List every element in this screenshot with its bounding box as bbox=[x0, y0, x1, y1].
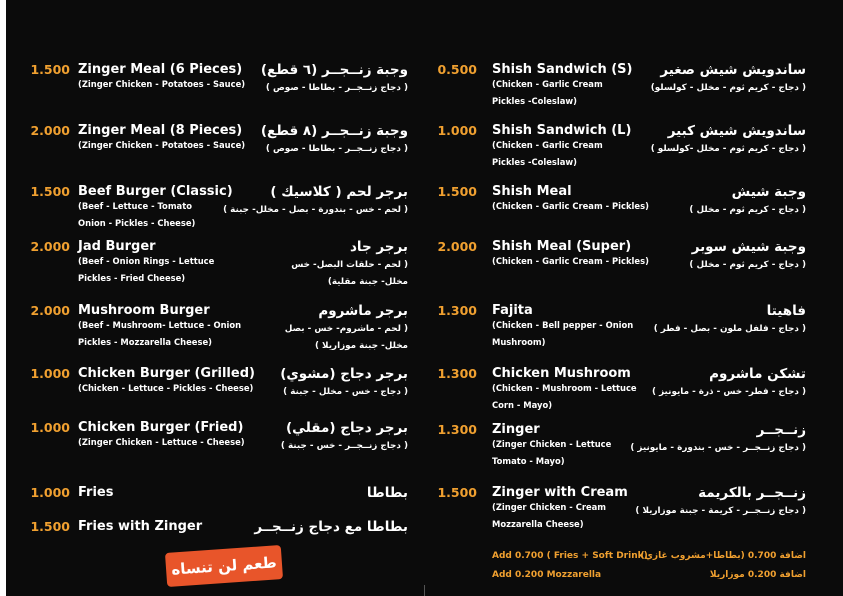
item-name-en: Fries bbox=[78, 485, 114, 500]
description-line-en: (Zinger Chicken - Potatoes - Sauce) bbox=[78, 140, 246, 150]
item-price: 1.500 bbox=[30, 184, 70, 199]
item-price: 2.000 bbox=[30, 123, 70, 138]
item-name-en: Jad Burger bbox=[78, 239, 156, 254]
item-name-en: Shish Sandwich (S) bbox=[492, 62, 633, 77]
description-line-en: (Zinger Chicken - Potatoes - Sauce) bbox=[78, 79, 246, 89]
description-line-ar: ( دجاج - فلفل ملون - بصل - فطر ) bbox=[653, 324, 806, 334]
description-line-en: (Beef - Onion Rings - Lettuce bbox=[78, 256, 215, 266]
item-name-en: Shish Sandwich (L) bbox=[492, 123, 632, 138]
item-description-ar bbox=[689, 202, 806, 219]
description-line-ar: ( دجاج زنــجــر - بطاطا - صوص ) bbox=[265, 144, 408, 154]
description-line-en: (Beef - Lettuce - Tomato bbox=[78, 201, 192, 211]
item-description-ar bbox=[652, 384, 806, 401]
item-description-ar bbox=[223, 202, 408, 219]
item-description-ar bbox=[266, 80, 408, 97]
item-name-en: Chicken Burger (Fried) bbox=[78, 420, 244, 435]
item-name-ar: وجبة زنــجــر (٨ قطع) bbox=[260, 123, 408, 139]
description-line-en: (Zinger Chicken - Lettuce - Cheese) bbox=[78, 437, 245, 447]
item-price: 2.000 bbox=[437, 239, 477, 254]
description-line-ar: ( دجاج - كريم ثوم - مخلل ) bbox=[689, 260, 806, 270]
item-description-ar bbox=[291, 257, 408, 291]
item-description-ar bbox=[651, 141, 806, 158]
description-line-en: Corn - Mayo) bbox=[492, 400, 553, 410]
description-line-ar: مخلل- جبنة مقلية) bbox=[327, 277, 408, 287]
item-name-ar: برجر دجاج (مشوي) bbox=[280, 366, 408, 382]
description-line-en: Mushroom) bbox=[492, 337, 546, 347]
item-description-ar bbox=[651, 80, 806, 97]
item-name-ar: ساندويش شيش صغير bbox=[660, 62, 806, 78]
item-price: 1.500 bbox=[437, 485, 477, 500]
item-description-ar bbox=[283, 384, 408, 401]
description-line-en: (Chicken - Garlic Cream bbox=[492, 140, 603, 150]
item-description-en bbox=[492, 253, 649, 270]
item-name-en: Shish Meal bbox=[492, 184, 572, 199]
description-line-ar: ( دجاج - فطر- خس - ذرة - مايونيز ) bbox=[652, 387, 806, 397]
description-line-en: Pickles - Mozzarella Cheese) bbox=[78, 337, 212, 347]
description-line-en: (Chicken - Garlic Cream - Pickles) bbox=[492, 201, 649, 211]
item-name-ar: بطاطا bbox=[366, 485, 408, 501]
description-line-en: Pickles -Coleslaw) bbox=[492, 157, 577, 167]
item-description-en bbox=[492, 137, 603, 171]
item-price: 1.000 bbox=[30, 420, 70, 435]
slogan-logo bbox=[165, 545, 283, 587]
item-description-ar bbox=[630, 440, 806, 457]
item-price: 1.500 bbox=[30, 519, 70, 534]
item-description-en bbox=[78, 253, 214, 287]
item-name-en: Zinger bbox=[492, 422, 540, 437]
item-name-en: Chicken Mushroom bbox=[492, 366, 631, 381]
item-name-ar: برجر جاد bbox=[349, 239, 408, 255]
item-name-ar: زنــجــر bbox=[756, 422, 806, 438]
item-name-ar: بطاطا مع دجاج زنــجــر bbox=[254, 519, 408, 535]
description-line-ar: ( دجاج زنــجــر - بطاطا - صوص ) bbox=[265, 83, 408, 93]
item-description-ar bbox=[654, 321, 806, 338]
item-name-en: Shish Meal (Super) bbox=[492, 239, 632, 254]
description-line-en: (Chicken - Lettuce - Pickles - Cheese) bbox=[78, 383, 254, 393]
description-line-en: (Beef - Mushroom- Lettuce - Onion bbox=[78, 320, 242, 330]
extra-mozzarella-ar: اضافة 0.200 موزاريلا bbox=[709, 570, 806, 580]
description-line-ar: ( دجاج زنــجــر - كريمة - جبنة موزاريلا ) bbox=[635, 506, 806, 516]
description-line-en: (Chicken - Garlic Cream bbox=[492, 79, 603, 89]
description-line-en: Onion - Pickles - Cheese) bbox=[78, 218, 196, 228]
description-line-ar: ( دجاج - كريم ثوم - مخلل -كولسلو ) bbox=[650, 144, 806, 154]
item-description-en bbox=[78, 76, 245, 93]
item-description-ar bbox=[635, 503, 806, 520]
item-description-ar bbox=[689, 257, 806, 274]
item-name-en: Zinger Meal (6 Pieces) bbox=[78, 62, 243, 77]
description-line-en: (Zinger Chicken - Cream bbox=[492, 502, 607, 512]
description-line-en: (Chicken - Bell pepper - Onion bbox=[492, 320, 634, 330]
item-description-en bbox=[78, 434, 245, 451]
item-description-en bbox=[78, 198, 195, 232]
extra-drink-ar: اضافة 0.700 (بطاطا+مشروب غازي) bbox=[640, 551, 806, 561]
description-line-ar: ( لحم - ماشروم- خس - بصل bbox=[284, 324, 408, 334]
item-description-en bbox=[78, 137, 245, 154]
item-description-en bbox=[492, 317, 633, 351]
menu-board bbox=[6, 0, 843, 596]
description-line-en: Pickles - Fried Cheese) bbox=[78, 273, 186, 283]
item-price: 1.300 bbox=[437, 366, 477, 381]
item-description-ar bbox=[266, 141, 408, 158]
item-description-en bbox=[492, 380, 637, 414]
description-line-en: (Chicken - Garlic Cream - Pickles) bbox=[492, 256, 649, 266]
item-price: 2.000 bbox=[30, 239, 70, 254]
description-line-en: (Zinger Chicken - Lettuce bbox=[492, 439, 612, 449]
column-divider bbox=[424, 585, 425, 596]
description-line-en: Mozzarella Cheese) bbox=[492, 519, 584, 529]
slogan-text: طعم لن تنساه bbox=[170, 553, 278, 579]
description-line-ar: ( لحم - حلقات البصل- خس bbox=[291, 260, 408, 270]
item-price: 1.300 bbox=[437, 303, 477, 318]
item-name-ar: برجر دجاج (مقلي) bbox=[285, 420, 408, 436]
item-price: 1.000 bbox=[437, 123, 477, 138]
description-line-ar: ( دجاج - كريم ثوم - مخلل ) bbox=[689, 205, 806, 215]
item-name-en: Fries with Zinger bbox=[78, 519, 203, 534]
description-line-ar: ( لحم - خس - بندورة - بصل - مخلل- جبنة ) bbox=[223, 205, 408, 215]
item-name-en: Mushroom Burger bbox=[78, 303, 210, 318]
description-line-en: Pickles -Coleslaw) bbox=[492, 96, 577, 106]
item-description-en bbox=[492, 76, 603, 110]
description-line-ar: ( دجاج - كريم ثوم - مخلل - كولسلو) bbox=[650, 83, 806, 93]
item-name-ar: برجر ماشروم bbox=[318, 303, 408, 319]
description-line-ar: ( دجاج - خس - مخلل - جبنة ) bbox=[283, 387, 408, 397]
item-description-en bbox=[492, 198, 649, 215]
item-price: 1.000 bbox=[30, 366, 70, 381]
description-line-ar: ( دجاج زنــجــر - خس - بندورة - مايونيز ) bbox=[630, 443, 806, 453]
item-name-ar: زنــجــر بالكريمة bbox=[698, 485, 806, 501]
item-name-ar: ساندويش شيش كبير bbox=[667, 123, 806, 139]
description-line-ar: مخلل- جبنة موزاريلا ) bbox=[314, 341, 408, 351]
description-line-en: Tomato - Mayo) bbox=[492, 456, 565, 466]
item-name-ar: فاهيتا bbox=[766, 303, 806, 319]
description-line-ar: ( دجاج زنــجــر - خس - جبنة ) bbox=[280, 441, 408, 451]
item-description-en bbox=[492, 436, 611, 470]
item-name-ar: تشكن ماشروم bbox=[709, 366, 806, 382]
item-name-ar: وجبة زنــجــر (٦ قطع) bbox=[260, 62, 408, 78]
item-description-en bbox=[78, 380, 253, 397]
item-name-en: Chicken Burger (Grilled) bbox=[78, 366, 255, 381]
item-description-ar bbox=[281, 438, 408, 455]
item-description-ar bbox=[285, 321, 408, 355]
item-price: 0.500 bbox=[437, 62, 477, 77]
item-price: 1.500 bbox=[30, 62, 70, 77]
item-name-en: Beef Burger (Classic) bbox=[78, 184, 233, 199]
description-line-en: (Chicken - Mushroom - Lettuce bbox=[492, 383, 637, 393]
item-name-ar: برجر لحم ( كلاسيك ) bbox=[270, 184, 408, 200]
item-name-en: Zinger Meal (8 Pieces) bbox=[78, 123, 243, 138]
item-price: 1.000 bbox=[30, 485, 70, 500]
item-price: 1.300 bbox=[437, 422, 477, 437]
extra-drink-en: Add 0.700 ( Fries + Soft Drink) bbox=[492, 551, 648, 561]
item-name-en: Zinger with Cream bbox=[492, 485, 628, 500]
item-price: 1.500 bbox=[437, 184, 477, 199]
item-name-ar: وجبة شيش سوبر bbox=[691, 239, 806, 255]
item-name-ar: وجبة شيش bbox=[731, 184, 806, 200]
item-description-en bbox=[492, 499, 606, 533]
item-name-en: Fajita bbox=[492, 303, 533, 318]
item-description-en bbox=[78, 317, 241, 351]
item-price: 2.000 bbox=[30, 303, 70, 318]
extra-mozzarella-en: Add 0.200 Mozzarella bbox=[492, 570, 602, 580]
